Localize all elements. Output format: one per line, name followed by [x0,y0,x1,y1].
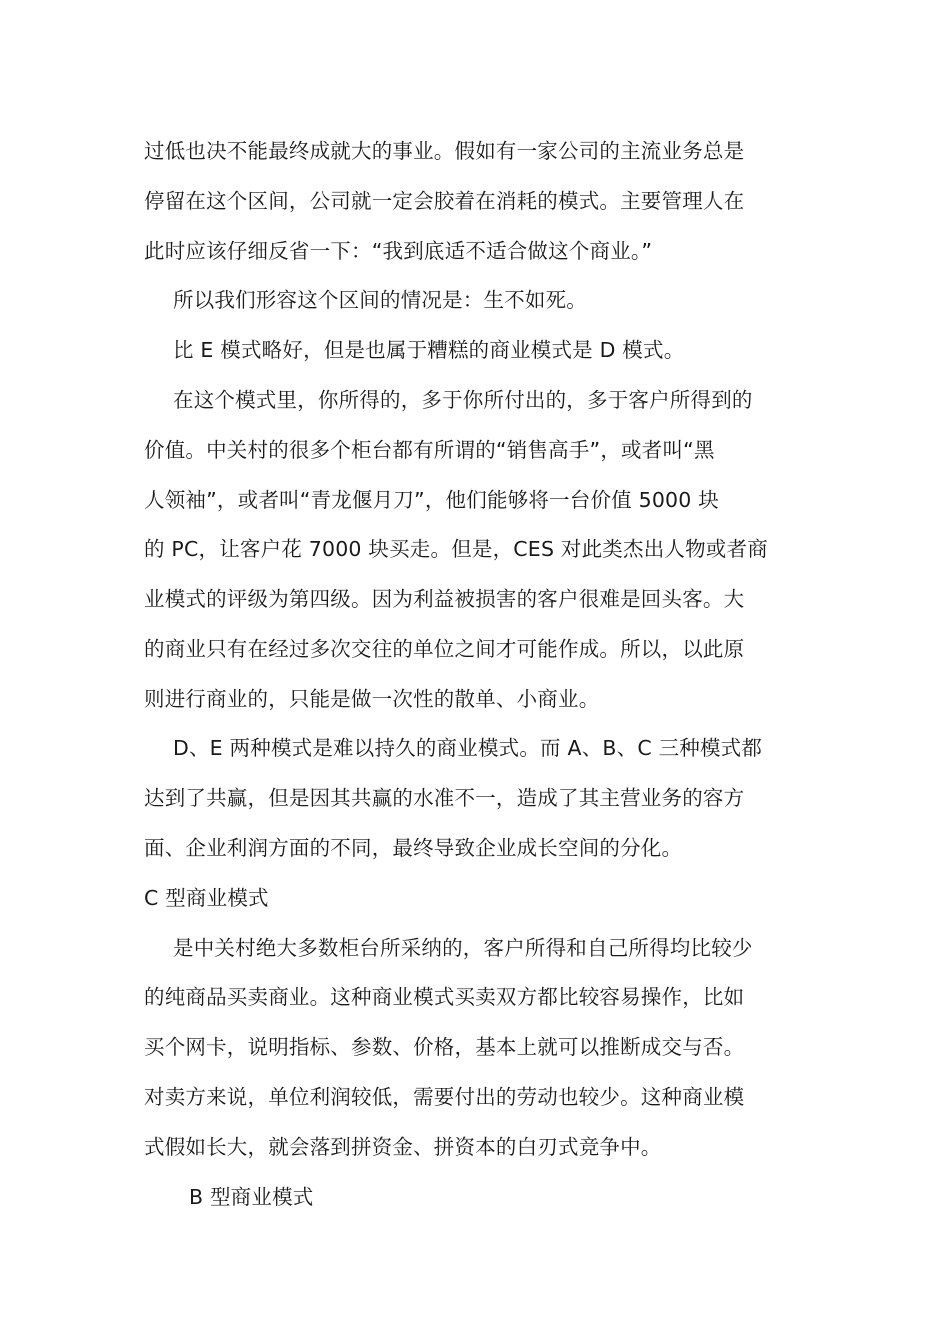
text-line: 的 PC，让客户花 7000 块买走。但是，CES 对此类杰出人物或者商 [144,537,768,561]
text-line: 过低也决不能最终成就大的事业。假如有一家公司的主流业务总是 [144,139,745,163]
text-line: 在这个模式里，你所得的，多于你所付出的，多于客户所得到的 [173,388,753,412]
text-line: 面、企业利润方面的不同，最终导致企业成长空间的分化。 [144,836,683,860]
text-line: 对卖方来说，单位利润较低，需要付出的劳动也较少。这种商业模 [144,1085,745,1109]
section-heading: B 型商业模式 [189,1185,314,1209]
text-line: 比 E 模式略好，但是也属于糟糕的商业模式是 D 模式。 [173,338,685,362]
text-line: 停留在这个区间，公司就一定会胶着在消耗的模式。主要管理人在 [144,189,745,213]
text-line: 此时应该仔细反省一下：“我到底适不适合做这个商业。” [144,239,653,263]
text-line: 人领袖”，或者叫“青龙偃月刀”，他们能够将一台价值 5000 块 [144,488,719,512]
text-line: 达到了共赢，但是因其共赢的水准不一，造成了其主营业务的容方 [144,786,745,810]
text-line: 价值。中关村的很多个柜台都有所谓的“销售高手”，或者叫“黑 [144,438,715,462]
text-line: D、E 两种模式是难以持久的商业模式。而 A、B、C 三种模式都 [173,736,763,760]
text-line: 是中关村绝大多数柜台所采纳的，客户所得和自己所得均比较少 [173,936,753,960]
text-line: 的纯商品买卖商业。这种商业模式买卖双方都比较容易操作，比如 [144,985,745,1009]
text-line: 的商业只有在经过多次交往的单位之间才可能作成。所以，以此原 [144,637,745,661]
text-line: 所以我们形容这个区间的情况是：生不如死。 [173,288,587,312]
text-line: 业模式的评级为第四级。因为利益被损害的客户很难是回头客。大 [144,587,745,611]
section-heading: C 型商业模式 [144,886,269,910]
text-line: 买个网卡，说明指标、参数、价格，基本上就可以推断成交与否。 [144,1035,745,1059]
text-line: 式假如长大，就会落到拼资金、拼资本的白刃式竞争中。 [144,1135,662,1159]
text-line: 则进行商业的，只能是做一次性的散单、小商业。 [144,687,600,711]
